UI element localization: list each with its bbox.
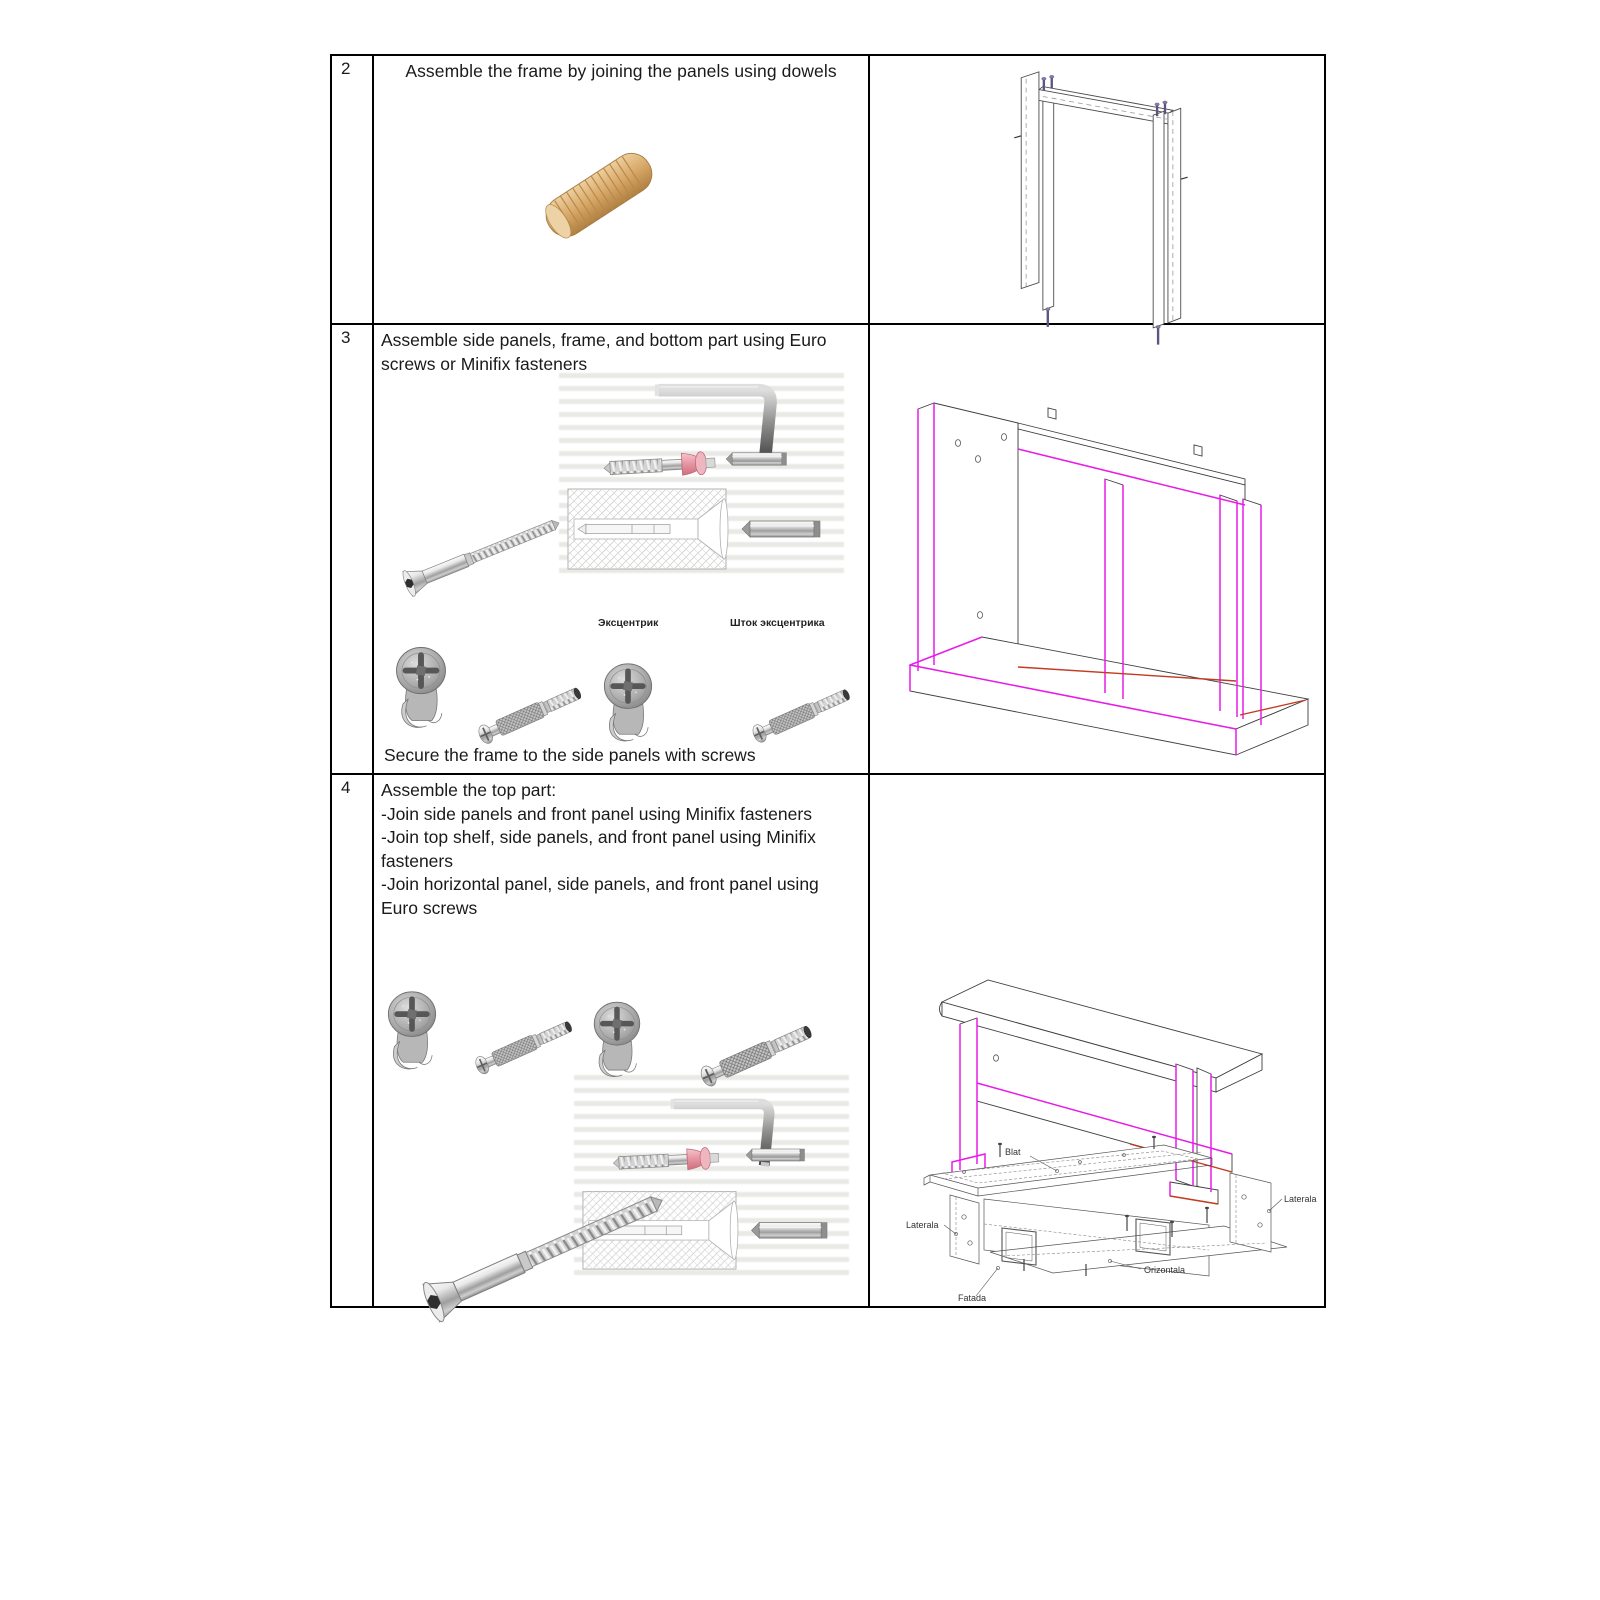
minifix-bolt-image	[460, 640, 590, 735]
step-number: 2	[341, 59, 351, 78]
cam-label: Эксцентрик	[598, 617, 659, 629]
diagram-label-orizontala: Orizontala	[1144, 1265, 1186, 1275]
step-number-cell	[332, 325, 374, 773]
minifix-cam-image	[600, 655, 656, 747]
instruction-line: -Join horizontal panel, side panels, and front panel using Euro screws	[381, 874, 819, 918]
diagram-cell	[870, 325, 1324, 773]
minifix-bolt-image	[734, 643, 862, 735]
instruction-text: Assemble the frame by joining the panels using dowels	[405, 61, 837, 81]
instruction-text	[381, 779, 859, 920]
step-number-cell	[332, 56, 374, 323]
step-number: 3	[341, 328, 351, 347]
minifix-bolt-image	[458, 975, 583, 1067]
top-part-exploded-diagram	[872, 1131, 1327, 1303]
diagram-label-fatada: Fatada	[958, 1293, 987, 1303]
minifix-cam-image	[590, 993, 644, 1083]
instruction-line: -Join side panels and front panel using Minifix fasteners	[381, 803, 812, 824]
minifix-cam-image	[392, 637, 450, 735]
hex-bit-image	[726, 449, 788, 469]
table-row-step-3	[332, 325, 1324, 775]
frame-dowel-diagram	[1012, 62, 1187, 320]
diagram-cell	[870, 56, 1324, 323]
step-number-cell	[332, 775, 374, 1306]
table-row-step-2	[332, 56, 1324, 325]
instruction-line: -Join top shelf, side panels, and front panel using Minifix fasteners	[381, 827, 816, 871]
instruction-footer: Secure the frame to the side panels with screws	[384, 745, 756, 765]
diagram-label-laterala-right: Laterala	[1284, 1194, 1317, 1204]
euro-screw-image	[382, 461, 567, 576]
minifix-bolt-image	[678, 979, 818, 1074]
euro-screw-image	[390, 1137, 620, 1277]
instruction-line: Assemble the top part:	[381, 780, 557, 800]
cam-bolt-label: Шток эксцентрика	[730, 617, 825, 629]
diagram-cell	[870, 775, 1324, 1306]
screw-with-pink-washer-image	[610, 1141, 738, 1179]
diagram-label-laterala-left: Laterala	[906, 1220, 939, 1230]
panel-cross-section-image	[566, 477, 822, 572]
instruction-cell	[374, 775, 870, 1306]
instruction-cell	[374, 325, 870, 773]
minifix-cam-image	[384, 981, 440, 1077]
hex-bit-image	[746, 1145, 806, 1165]
instruction-cell	[374, 56, 870, 323]
frame-plinth-diagram	[900, 347, 1320, 767]
assembly-steps-table	[330, 54, 1326, 1308]
step-number: 4	[341, 778, 351, 797]
wood-dowel-image	[524, 138, 674, 248]
table-row-step-4	[332, 775, 1324, 1306]
diagram-label-blat: Blat	[1005, 1147, 1021, 1157]
instruction-text: Assemble side panels, frame, and bottom part using Euro screws or Minifix fasteners	[381, 330, 827, 374]
